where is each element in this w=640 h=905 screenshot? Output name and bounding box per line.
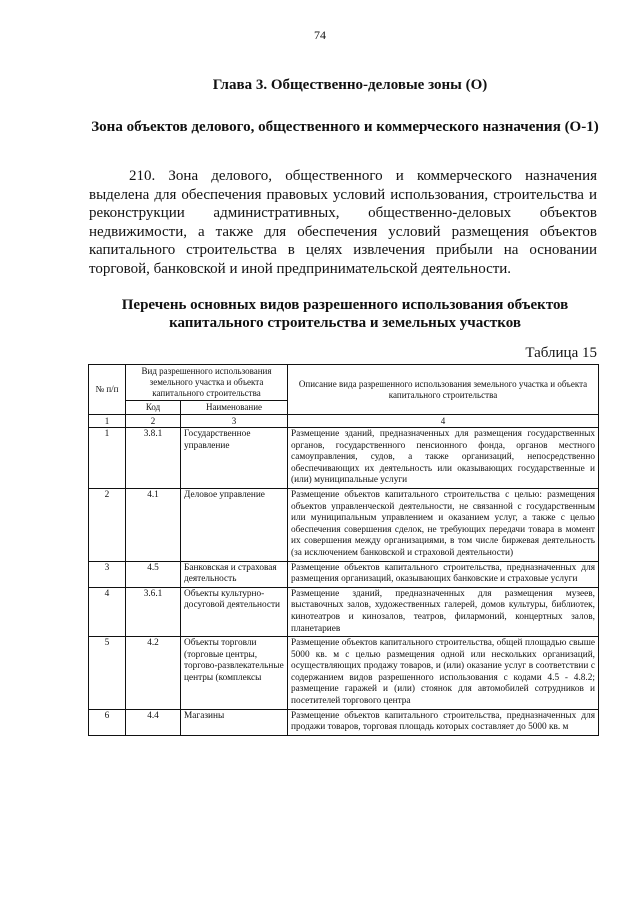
row-code: 4.2	[126, 637, 181, 710]
row-description: Размещение объектов капитального строительства, предназначенных для размещения организаций, оказывающих банковские и страховые услуги	[288, 561, 599, 587]
row-description: Размещение зданий, предназначенных для размещения государственных органов, государственного пенсионного фонда, органов местного самоуправления, судов, а также организаций, непосредственно обеспечивающих их деятельность или оказывающих государственные и (или) муниципальные услуги	[288, 428, 599, 489]
col-number: 2	[126, 415, 181, 428]
row-num: 1	[89, 428, 126, 489]
row-description: Размещение зданий, предназначенных для размещения музеев, выставочных залов, художественных галерей, домов культуры, библиотек, кинотеатров и кинозалов, театров, филармоний, концертных залов, планетариев	[288, 587, 599, 636]
col-number: 4	[288, 415, 599, 428]
table-row	[89, 488, 599, 561]
paragraph-text: 210. Зона делового, общественного и коммерческого назначения выделена для обеспечения правовых условий использования, строительства и реконструкции административных, общественно-деловых объектов недвижимости, а также для обеспечения условий размещения объектов капитального строительства в целях извлечения прибыли на основании торговой, банковской и иной предпринимательской деятельности.	[89, 168, 597, 277]
header-num: № п/п	[89, 365, 126, 415]
header-kind-group: Вид разрешенного использования земельного участка и объекта капитального строительства	[126, 365, 288, 401]
row-code: 3.6.1	[126, 587, 181, 636]
table-row	[89, 428, 599, 489]
row-name: Деловое управление	[181, 488, 288, 561]
table-row	[89, 561, 599, 587]
row-code: 4.1	[126, 488, 181, 561]
body-paragraph	[89, 167, 597, 279]
table-row	[89, 709, 599, 735]
header-name: Наименование	[181, 401, 288, 415]
row-name: Государственное управление	[181, 428, 288, 489]
page-number: 74	[314, 28, 326, 42]
row-name: Банковская и страховая деятельность	[181, 561, 288, 587]
row-code: 4.5	[126, 561, 181, 587]
header-code: Код	[126, 401, 181, 415]
row-num: 3	[89, 561, 126, 587]
table-row	[89, 587, 599, 636]
row-name: Магазины	[181, 709, 288, 735]
row-description: Размещение объектов капитального строительства, общей площадью свыше 5000 кв. м с целью размещения одной или нескольких организаций, осуществляющих продажу товаров, и (или) оказание услуг в соответствии с содержанием видов разрешенного использования с кодами 4.5 - 4.8.2; размещение гаражей и (или) стоянок для автомобилей сотрудников и посетителей торгового центра	[288, 637, 599, 710]
row-name: Объекты культурно-досуговой деятельности	[181, 587, 288, 636]
table-row	[89, 637, 599, 710]
list-title: Перечень основных видов разрешенного использования объектов капитального строительства и земельных участков	[121, 297, 569, 331]
row-num: 5	[89, 637, 126, 710]
permitted-use-table	[88, 364, 599, 736]
zone-title: Зона объектов делового, общественного и коммерческого назначения (О-1)	[91, 119, 599, 135]
col-number: 3	[181, 415, 288, 428]
col-number: 1	[89, 415, 126, 428]
row-num: 4	[89, 587, 126, 636]
row-description: Размещение объектов капитального строительства с целью: размещения объектов управленческой деятельности, не связанной с государственным или муниципальным управлением и оказанием услуг, а также с целью обеспечения совершения сделок, не требующих передачи товара в момент их совершения между организациями, в том числе биржевая деятельность (за исключением банковской и страховой деятельности)	[288, 488, 599, 561]
header-description: Описание вида разрешенного использования земельного участка и объекта капитального строительства	[288, 365, 599, 415]
row-description: Размещение объектов капитального строительства, предназначенных для продажи товаров, торговая площадь которых составляет до 5000 кв. м	[288, 709, 599, 735]
row-code: 3.8.1	[126, 428, 181, 489]
row-num: 2	[89, 488, 126, 561]
chapter-title: Глава 3. Общественно-деловые зоны (О)	[212, 77, 488, 93]
row-name: Объекты торговли (торговые центры, торгово-развлекательные центры (комплексы	[181, 637, 288, 710]
table-label: Таблица 15	[525, 345, 597, 361]
row-code: 4.4	[126, 709, 181, 735]
row-num: 6	[89, 709, 126, 735]
